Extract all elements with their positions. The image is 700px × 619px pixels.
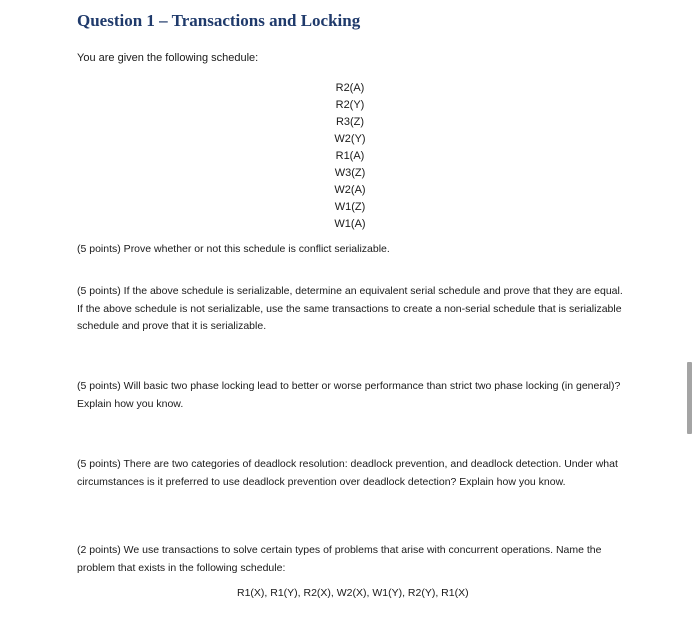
question-conflict-serializable: (5 points) Prove whether or not this schedule is conflict serializable.	[77, 243, 390, 255]
schedule-op: R2(Y)	[335, 99, 365, 111]
schedule-op: R3(Z)	[335, 116, 365, 128]
schedule-op: W2(Y)	[334, 133, 366, 145]
schedule-op: R1(A)	[335, 150, 365, 162]
intro-text: You are given the following schedule:	[77, 52, 259, 64]
schedule-list	[300, 80, 400, 233]
scrollbar-thumb[interactable]	[687, 362, 692, 434]
problem-schedule: R1(X), R1(Y), R2(X), W2(X), W1(Y), R2(Y), R1(X)	[237, 587, 469, 599]
question-concurrency-problem: (2 points) We use transactions to solve certain types of problems that arise with concurrent operations. Name the problem that exists in the following schedule:	[77, 544, 602, 574]
schedule-op: R2(A)	[335, 82, 365, 94]
question-serial-schedule: (5 points) If the above schedule is serializable, determine an equivalent serial schedule and prove that they are equal. If the above schedule is not serializable, use the same transactions to create a non-serial schedule that is serializable schedule and prove that it is serializable.	[77, 285, 623, 332]
question-two-phase-locking: (5 points) Will basic two phase locking lead to better or worse performance than strict two phase locking (in general)? Explain how you know.	[77, 380, 621, 410]
schedule-op: W1(A)	[334, 218, 366, 230]
schedule-op: W1(Z)	[334, 201, 366, 213]
schedule-op: W3(Z)	[334, 167, 366, 179]
question-title: Question 1 – Transactions and Locking	[77, 11, 361, 30]
question-deadlock-resolution: (5 points) There are two categories of deadlock resolution: deadlock prevention, and deadlock detection. Under what circumstances is it preferred to use deadlock prevention over deadlock detection? Explain how you know.	[77, 458, 618, 488]
schedule-op: W2(A)	[334, 184, 366, 196]
